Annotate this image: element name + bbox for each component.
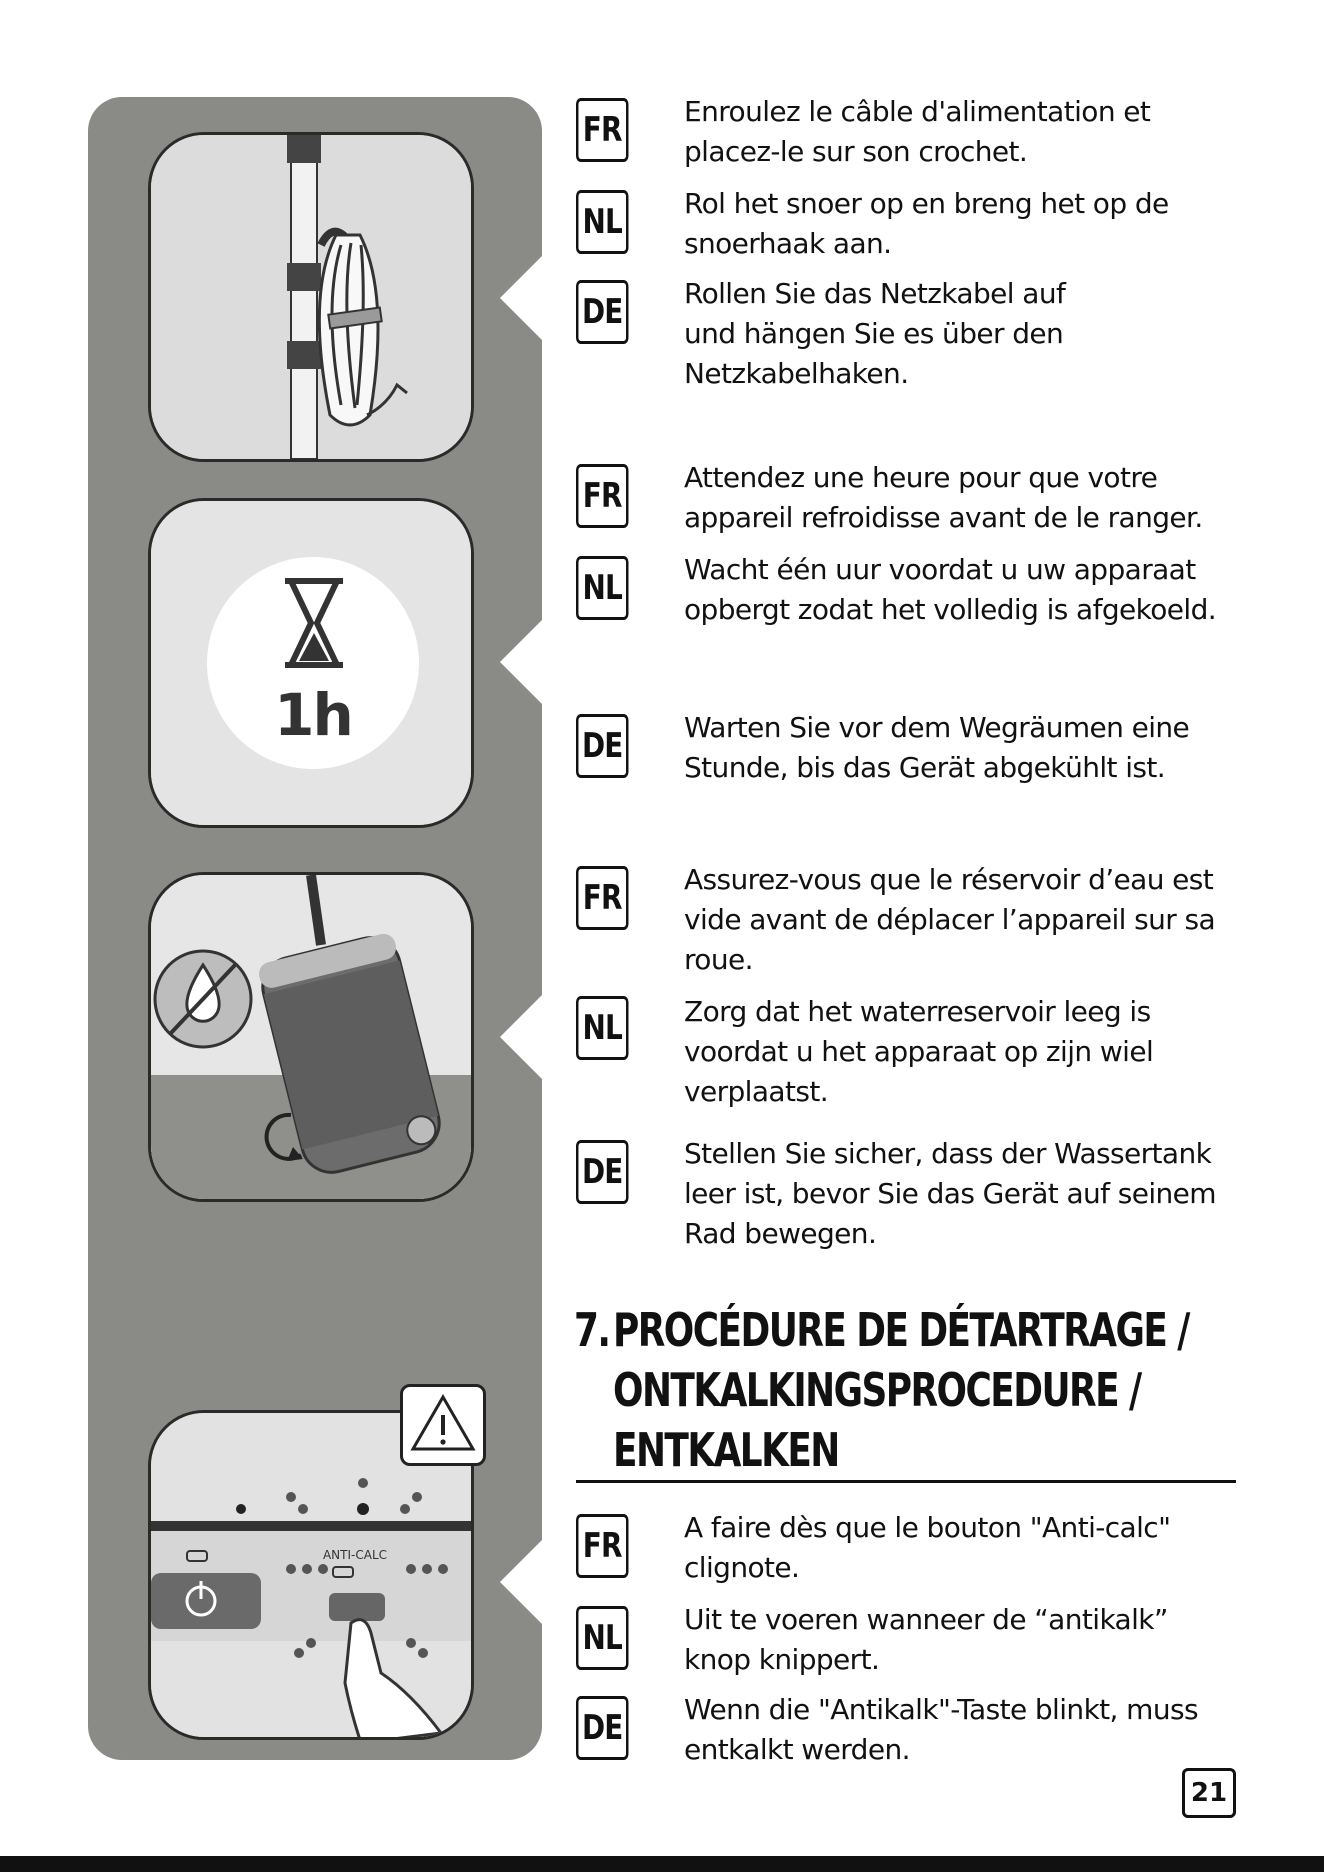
empty-tank-illustration [148, 872, 474, 1202]
instruction-text: Attendez une heure pour que votre appareil refroidisse avant de le ranger. [684, 461, 1203, 534]
cord-hook-illustration [148, 132, 474, 462]
lang-badge-de: DE [576, 280, 628, 344]
instruction-text: Stellen Sie sicher, dass der Wassertank leer ist, bevor Sie das Gerät auf seinem Rad bewegen. [684, 1137, 1216, 1250]
pointer-notch [500, 1538, 544, 1626]
instruction-text: Enroulez le câble d'alimentation et placez-le sur son crochet. [684, 95, 1151, 168]
lang-badge-fr: FR [576, 98, 628, 162]
heading-line: PROCÉDURE DE DÉTARTRAGE / [613, 1303, 1189, 1357]
instruction-text: A faire dès que le bouton "Anti-calc" clignote. [684, 1511, 1171, 1584]
lang-badge-nl: NL [576, 1606, 628, 1670]
instruction-text: Warten Sie vor dem Wegräumen eine Stunde, bis das Gerät abgekühlt ist. [684, 711, 1190, 784]
instruction-text: Zorg dat het waterreservoir leeg is voordat u het apparaat op zijn wiel verplaatst. [684, 995, 1154, 1108]
hourglass-icon [151, 501, 471, 825]
cooldown-duration-label: 1h [274, 681, 352, 749]
instruction-text: Wenn die "Antikalk"-Taste blinkt, muss entkalkt werden. [684, 1693, 1198, 1766]
heading-rule [576, 1480, 1236, 1483]
lang-badge-nl: NL [576, 190, 628, 254]
instruction-text: Assurez-vous que le réservoir d’eau est vide avant de déplacer l’appareil sur sa roue. [684, 863, 1216, 976]
page-number: 21 [1182, 1768, 1236, 1818]
anti-calc-label: ANTI-CALC [322, 1548, 388, 1562]
cord-hook-icon [151, 135, 471, 459]
lang-badge-fr: FR [576, 1514, 628, 1578]
lang-badge-de: DE [576, 1696, 628, 1760]
lang-badge-de: DE [576, 714, 628, 778]
pointer-notch [500, 254, 544, 342]
heading-line: ENTKALKEN [613, 1423, 839, 1477]
instruction-text: Rol het snoer op en breng het op de snoerhaak aan. [684, 187, 1169, 260]
lang-badge-de: DE [576, 1140, 628, 1204]
cooldown-illustration [148, 498, 474, 828]
heading-number: 7. [574, 1303, 610, 1357]
lang-badge-nl: NL [576, 556, 628, 620]
lang-badge-nl: NL [576, 996, 628, 1060]
instruction-text: Wacht één uur voordat u uw apparaat opbergt zodat het volledig is afgekoeld. [684, 553, 1217, 626]
instruction-text: Rollen Sie das Netzkabel auf und hängen Sie es über den Netzkabelhaken. [684, 277, 1066, 390]
instruction-text: Uit te voeren wanneer de “antikalk” knop knippert. [684, 1603, 1168, 1676]
pointer-notch [500, 993, 544, 1081]
heading-line: ONTKALKINGSPROCEDURE / [613, 1363, 1141, 1417]
warning-icon [400, 1384, 486, 1466]
bottom-bar [0, 1856, 1324, 1872]
tank-wheel-icon [151, 875, 471, 1199]
lang-badge-fr: FR [576, 866, 628, 930]
lang-badge-fr: FR [576, 464, 628, 528]
pointer-notch [500, 618, 544, 706]
